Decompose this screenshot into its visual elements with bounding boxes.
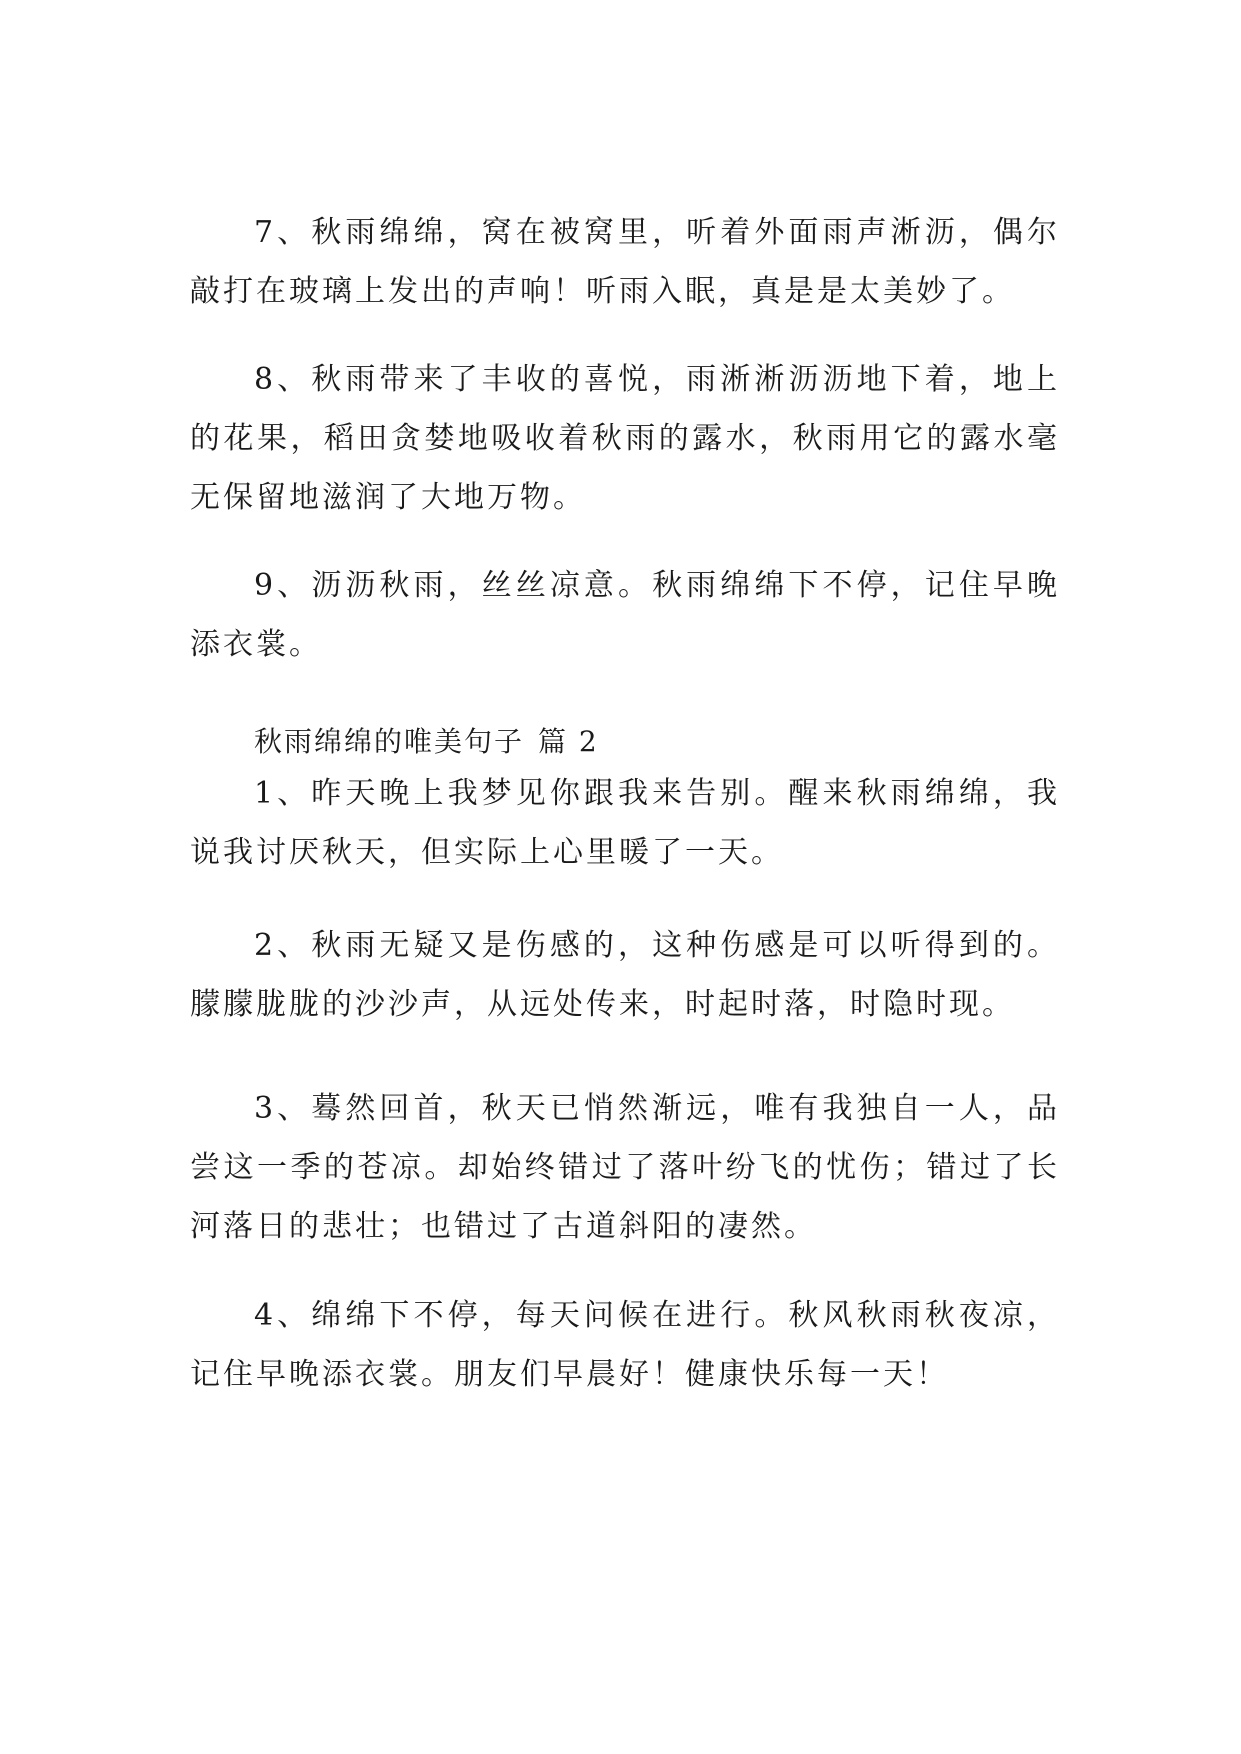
section-heading-subtitle: 篇 2 (538, 725, 599, 758)
paragraph-2-3: 3、蓦然回首，秋天已悄然渐远，唯有我独自一人，品尝这一季的苍凉。却始终错过了落叶纷飞的忧伤；错过了长河落日的悲壮；也错过了古道斜阳的凄然。 (190, 1091, 1060, 1244)
paragraph-7: 7、秋雨绵绵，窝在被窝里，听着外面雨声淅沥，偶尔敲打在玻璃上发出的声响！听雨入眠，真是是太美妙了。 (190, 215, 1060, 309)
paragraph-9: 9、沥沥秋雨，丝丝凉意。秋雨绵绵下不停，记住早晚添衣裳。 (190, 568, 1060, 662)
section-heading-title: 秋雨绵绵的唯美句子 (254, 725, 525, 758)
paragraph-2-4: 4、绵绵下不停，每天问候在进行。秋风秋雨秋夜凉，记住早晚添衣裳。朋友们早晨好！健康快乐每一天！ (190, 1298, 1060, 1392)
paragraph-2-2: 2、秋雨无疑又是伤感的，这种伤感是可以听得到的。朦朦胧胧的沙沙声，从远处传来，时起时落，时隐时现。 (190, 928, 1060, 1022)
paragraph-8: 8、秋雨带来了丰收的喜悦，雨淅淅沥沥地下着，地上的花果，稻田贪婪地吸收着秋雨的露水，秋雨用它的露水毫无保留地滋润了大地万物。 (190, 362, 1060, 515)
paragraph-2-1: 1、昨天晚上我梦见你跟我来告别。醒来秋雨绵绵，我说我讨厌秋天，但实际上心里暖了一天。 (190, 776, 1060, 870)
section-heading (254, 722, 1054, 762)
